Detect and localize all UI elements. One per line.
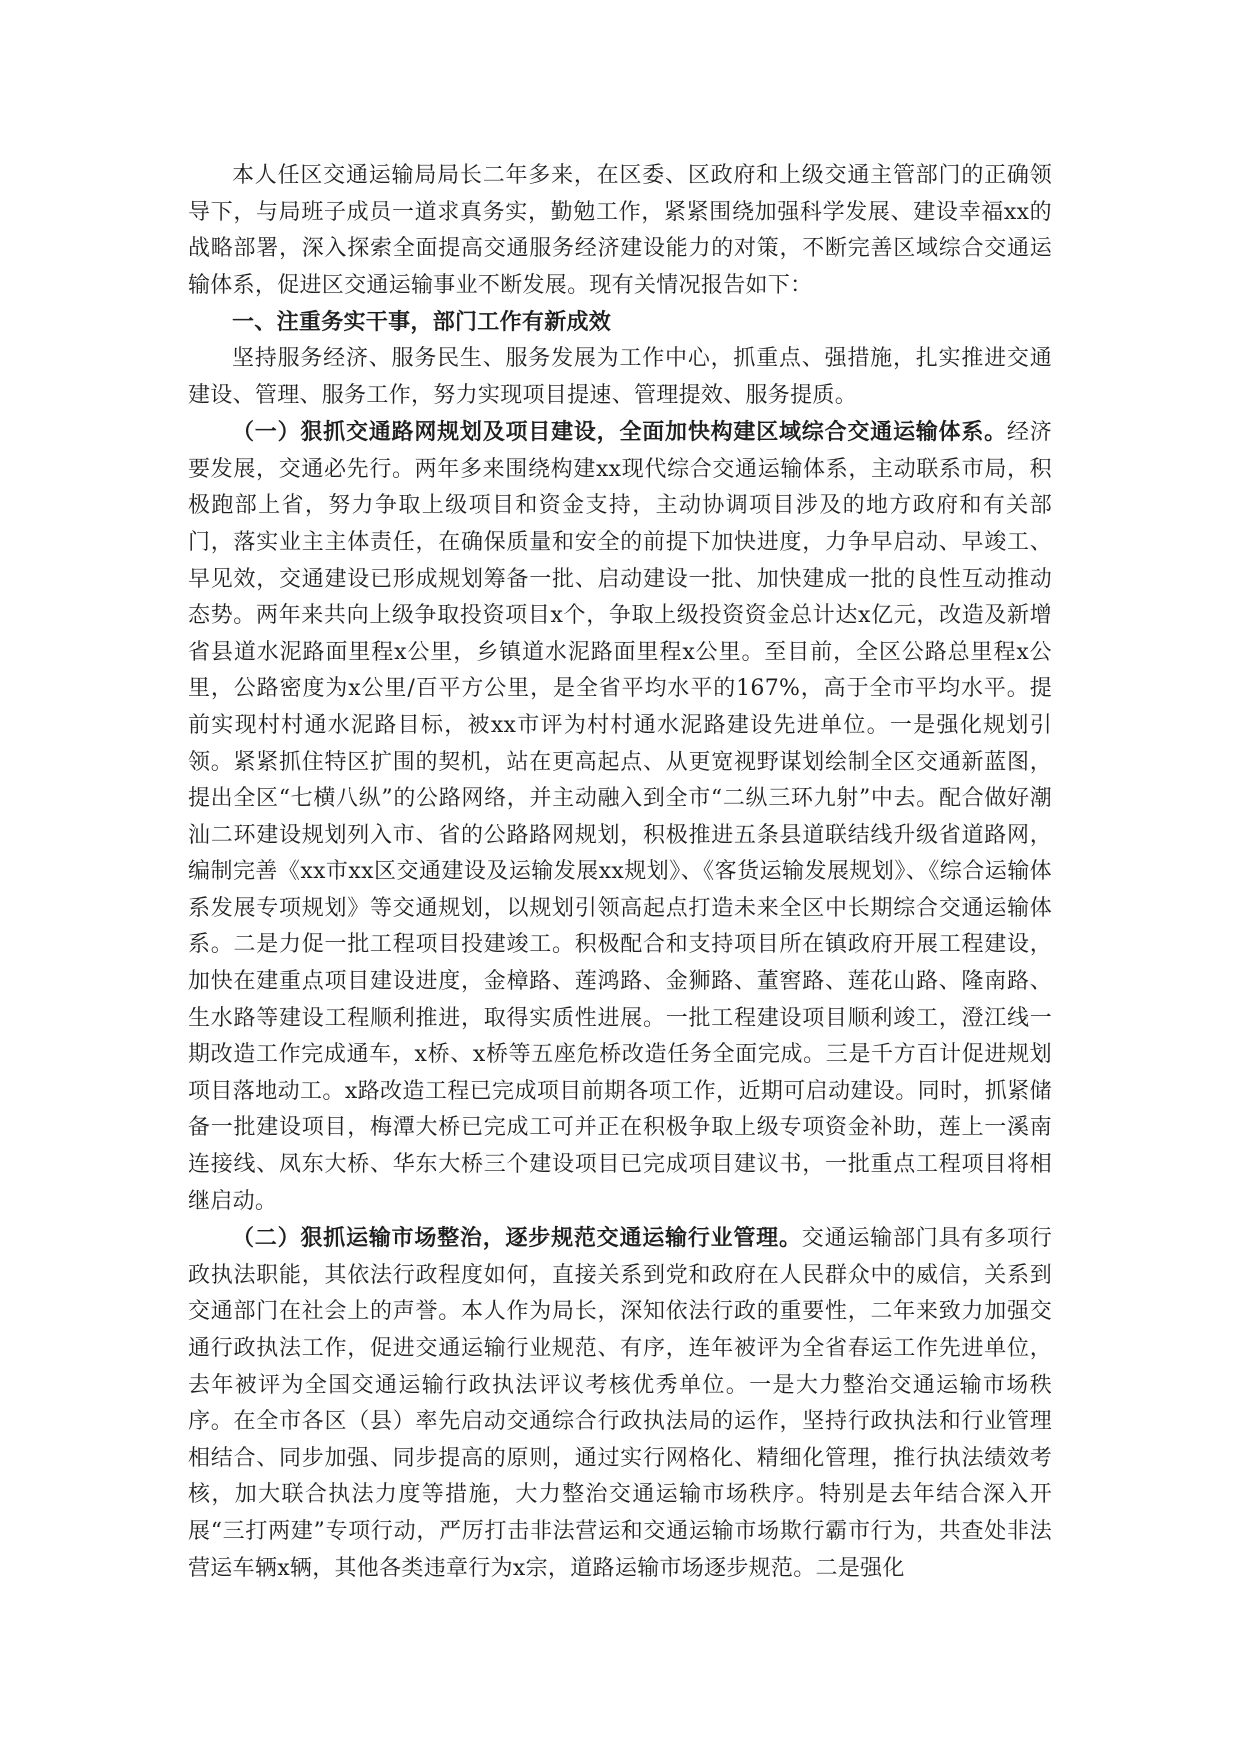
item-one-lead: （一）狠抓交通路网规划及项目建设，全面加快构建区域综合交通运输体系。 — [232, 419, 1007, 446]
item-two-paragraph — [188, 1220, 1052, 1587]
document-body — [188, 158, 1052, 1587]
section-summary-paragraph: 坚持服务经济、服务民生、服务发展为工作中心，抓重点、强措施，扎实推进交通建设、管理、服务工作，努力实现项目提速、管理提效、服务提质。 — [188, 345, 1052, 408]
item-one-paragraph — [188, 414, 1052, 1220]
item-one-body: 经济要发展，交通必先行。两年多来围绕构建xx现代综合交通运输体系，主动联系市局，积极跑部上省，努力争取上级项目和资金支持，主动协调项目涉及的地方政府和有关部门，落实业主主体责任，在确保质量和安全的前提下加快进度，力争早启动、早竣工、早见效，交通建设已形成规划筹备一批、启动建设一批、加快建成一批的良性互动推动态势。两年来共向上级争取投资项目x个，争取上级投资资金总计达x亿元，改造及新增省县道水泥路面里程x公里，乡镇道水泥路面里程x公里。至目前，全区公路总里程x公里，公路密度为x公里/百平方公里，是全省平均水平的167%，高于全市平均水平。提前实现村村通水泥路目标，被xx市评为村村通水泥路建设先进单位。一是强化规划引领。紧紧抓住特区扩围的契机，站在更高起点、从更宽视野谋划绘制全区交通新蓝图，提出全区“七横八纵”的公路网络，并主动融入到全市“二纵三环九射”中去。配合做好潮汕二环建设规划列入市、省的公路路网规划，积极推进五条县道联结线升级省道路网，编制完善《xx市xx区交通建设及运输发展xx规划》、《客货运输发展规划》、《综合运输体系发展专项规划》等交通规划，以规划引领高起点打造未来全区中长期综合交通运输体系。二是力促一批工程项目投建竣工。积极配合和支持项目所在镇政府开展工程建设，加快在建重点项目建设进度，金樟路、莲鸿路、金狮路、董窖路、莲花山路、隆南路、生水路等建设工程顺利推进，取得实质性进展。一批工程建设项目顺利竣工，澄江线一期改造工作完成通车，x桥、x桥等五座危桥改造任务全面完成。三是千方百计促进规划项目落地动工。x路改造工程已完成项目前期各项工作，近期可启动建设。同时，抓紧储备一批建设项目，梅潭大桥已完成工可并正在积极争取上级专项资金补助，莲上一溪南连接线、凤东大桥、华东大桥三个建设项目已完成项目建议书，一批重点工程项目将相继启动。 — [188, 420, 1052, 1214]
item-two-body: 交通运输部门具有多项行政执法职能，其依法行政程度如何，直接关系到党和政府在人民群众中的威信，关系到交通部门在社会上的声誉。本人作为局长，深知依法行政的重要性，二年来致力加强交通行政执法工作，促进交通运输行业规范、有序，连年被评为全省春运工作先进单位，去年被评为全国交通运输行政执法评议考核优秀单位。一是大力整治交通运输市场秩序。在全市各区（县）率先启动交通综合行政执法局的运作，坚持行政执法和行业管理相结合、同步加强、同步提高的原则，通过实行网格化、精细化管理，推行执法绩效考核，加大联合执法力度等措施，大力整治交通运输市场秩序。特别是去年结合深入开展“三打两建”专项行动，严厉打击非法营运和交通运输市场欺行霸市行为，共查处非法营运车辆x辆，其他各类违章行为x宗，道路运输市场逐步规范。二是强化 — [188, 1226, 1052, 1581]
intro-paragraph: 本人任区交通运输局局长二年多来，在区委、区政府和上级交通主管部门的正确领导下，与局班子成员一道求真务实，勤勉工作，紧紧围绕加强科学发展、建设幸福xx的战略部署，深入探索全面提高交通服务经济建设能力的对策，不断完善区域综合交通运输体系，促进区交通运输事业不断发展。现有关情况报告如下： — [188, 163, 1052, 298]
section-heading: 一、注重务实干事，部门工作有新成效 — [232, 309, 612, 336]
item-two-lead: （二）狠抓运输市场整治，逐步规范交通运输行业管理。 — [232, 1225, 802, 1252]
